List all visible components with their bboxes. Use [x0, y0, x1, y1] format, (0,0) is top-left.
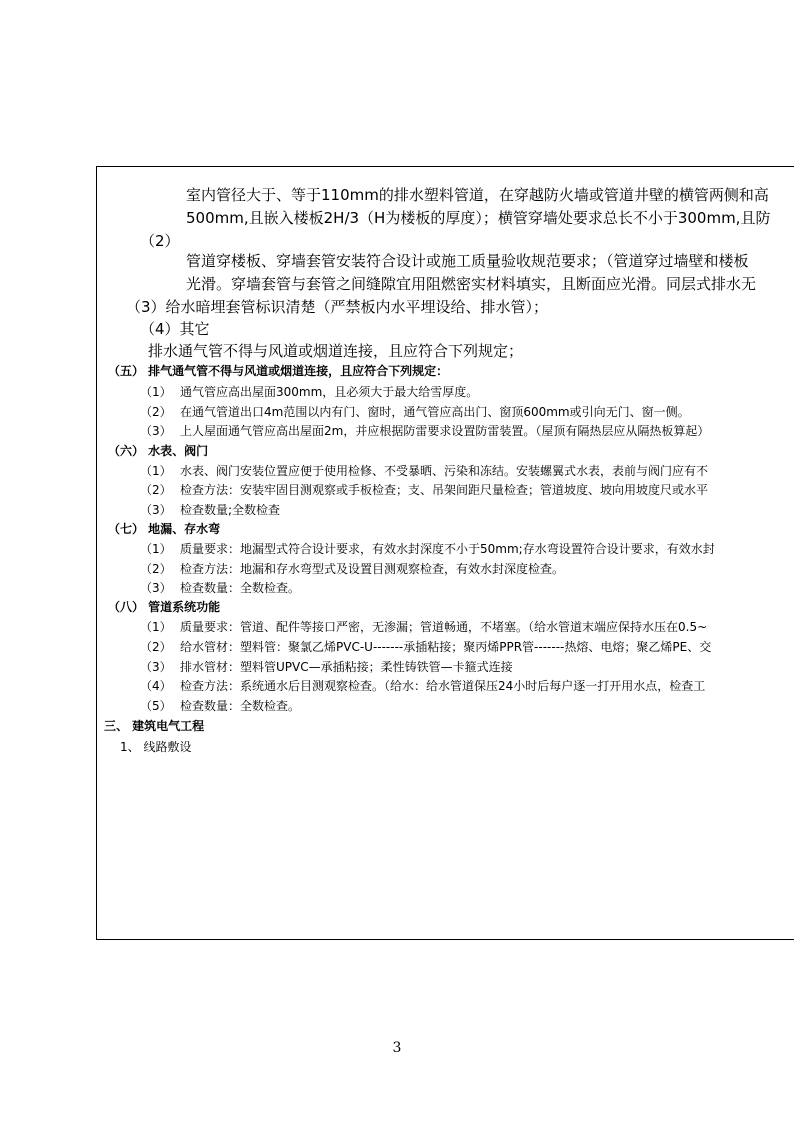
item-number: （5）: [140, 699, 172, 713]
item-number: （1）: [140, 385, 172, 399]
item-text: 质量要求：地漏型式符合设计要求，有效水封深度不小于50mm;存水弯设置符合设计要求，有效水封: [180, 542, 715, 556]
item-text: 排水管材：塑料管UPVC—承插粘接；柔性铸铁管—卡箍式连接: [180, 660, 513, 674]
item-number: （1）: [140, 620, 172, 634]
item-number: （3）: [140, 581, 172, 595]
item-text: 水表、阀门安装位置应便于使用检修、不受暴晒、污染和冻结。安装螺翼式水表，表前与阀门应有不: [180, 464, 709, 478]
item-number: （2）: [140, 640, 172, 654]
item-number: （3）: [140, 660, 172, 674]
paragraph-line: 排水通气管不得与风道或烟道连接，且应符合下列规定；: [148, 342, 524, 360]
item-number: （1）: [140, 464, 172, 478]
section-title: （五） 排气通气管不得与风道或烟道连接，且应符合下列规定：: [108, 364, 449, 378]
item-number: （3）: [140, 424, 172, 438]
paragraph-line: （4）其它: [140, 320, 210, 338]
part-title: 三、 建筑电气工程: [104, 719, 205, 733]
item-text: 质量要求：管道、配件等接口严密，无渗漏；管道畅通，不堵塞。（给水管道末端应保持水压在0.5~: [180, 620, 708, 634]
item-text: 给水管材：塑料管：聚氯乙烯PVC-U-------承插粘接；聚丙烯PPR管-------热熔、电熔；聚乙烯PE、交: [180, 640, 712, 654]
item-number: （2）: [140, 562, 172, 576]
section-title: （七） 地漏、存水弯: [108, 522, 221, 536]
section-title: （八） 管道系统功能: [108, 600, 221, 614]
page-number: 3: [392, 1040, 402, 1056]
item-text: 检查数量：全数检查。: [180, 699, 301, 713]
item-number: （3）: [140, 503, 172, 517]
item-text: 上人屋面通气管应高出屋面2m，并应根据防雷要求设置防雷装置。（屋顶有隔热层应从隔热板算起）: [180, 424, 710, 438]
paragraph-line: 光滑。穿墙套管与套管之间缝隙宜用阻燃密实材料填实，且断面应光滑。同层式排水无: [186, 275, 757, 293]
paragraph-line: 室内管径大于、等于110mm的排水塑料管道，在穿越防火墙或管道井壁的横管两侧和高: [186, 186, 769, 204]
item-number: （2）: [140, 483, 172, 497]
item-text: 检查数量;全数检查: [180, 503, 281, 517]
item-number: （2）: [140, 405, 172, 419]
paragraph-line: 管道穿楼板、穿墙套管安装符合设计或施工质量验收规范要求；（管道穿过墙壁和楼板: [186, 252, 749, 270]
item-text: 通气管应高出屋面300mm，且必须大于最大给雪厚度。: [180, 385, 479, 399]
item-number: （2）: [140, 232, 180, 250]
subsection-title: 1、 线路敷设: [120, 740, 192, 754]
section-title: （六） 水表、阀门: [108, 444, 209, 458]
paragraph-line: （3）给水暗埋套管标识清楚（严禁板内水平埋设给、排水管）；: [126, 298, 549, 316]
item-number: （1）: [140, 542, 172, 556]
item-text: 检查方法：系统通水后目测观察检查。（给水：给水管道保压24小时后每户逐一打开用水点，检查工: [180, 679, 706, 693]
item-text: 检查方法：地漏和存水弯型式及设置目测观察检查，有效水封深度检查。: [180, 562, 565, 576]
item-text: 检查数量：全数检查。: [180, 581, 301, 595]
item-text: 检查方法：安装牢固目测观察或手板检查；支、吊架间距尺量检查；管道坡度、坡向用坡度尺或水平: [180, 483, 709, 497]
item-text: 在通气管道出口4m范围以内有门、窗时，通气管应高出门、窗顶600mm或引向无门、窗一侧。: [180, 405, 690, 419]
paragraph-line: 500mm,且嵌入楼板2H/3（H为楼板的厚度）；横管穿墙处要求总长不小于300mm,且防: [186, 209, 771, 227]
item-number: （4）: [140, 679, 172, 693]
